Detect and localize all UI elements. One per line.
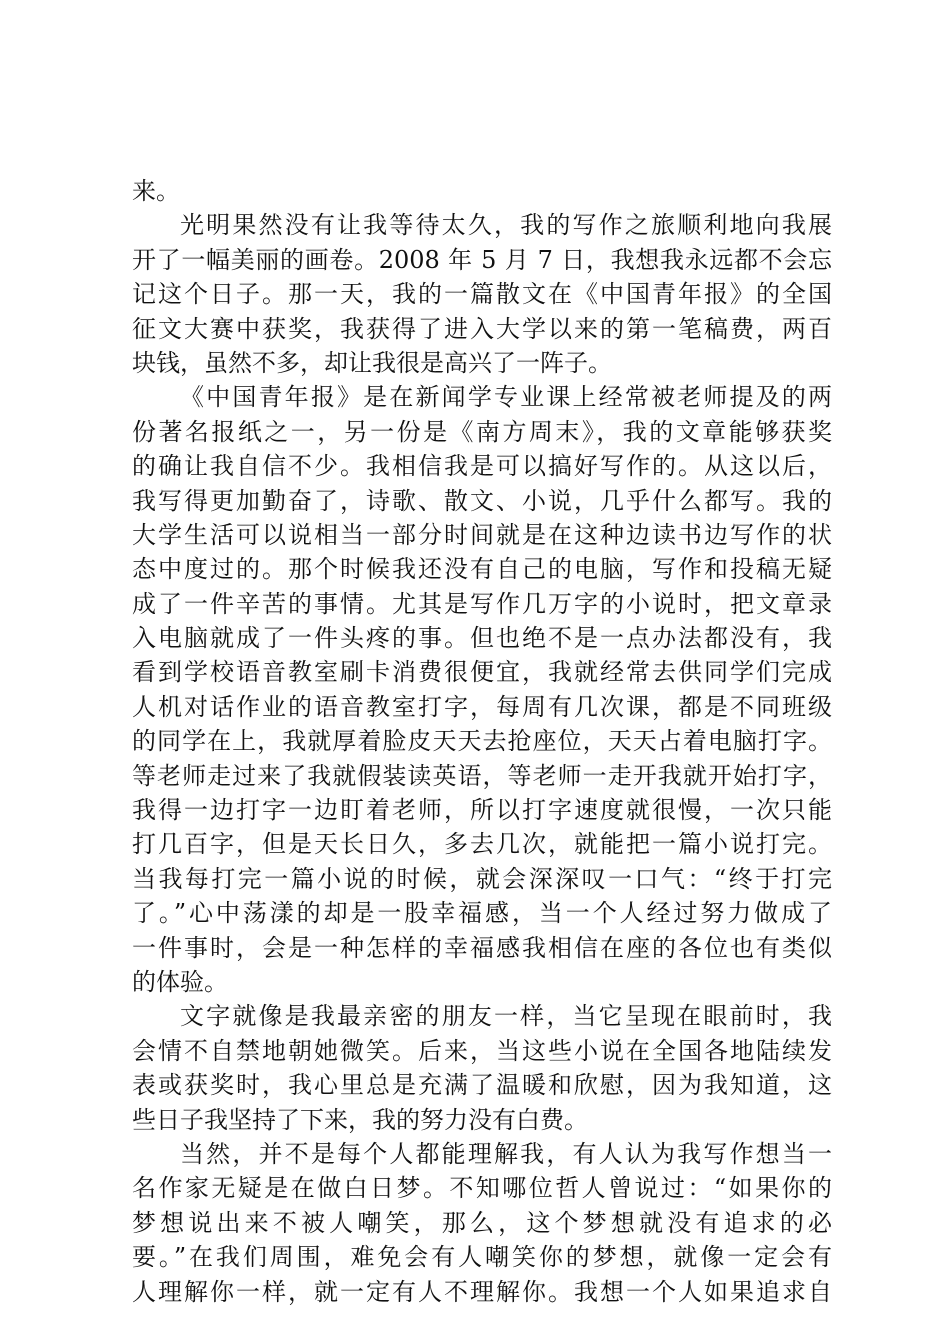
text-line: 份著名报纸之一，另一份是《南方周末》，我的文章能够获奖 (132, 417, 832, 446)
text-line: 些日子我坚持了下来，我的努力没有白费。 (132, 1105, 588, 1134)
text-line: 当我每打完一篇小说的时候，就会深深叹一口气：“终于打完 (132, 864, 832, 893)
text-line: 开了一幅美丽的画卷。2008 年 5 月 7 日，我想我永远都不会忘 (132, 245, 832, 274)
text-line: 人理解你一样，就一定有人不理解你。我想一个人如果追求自 (132, 1277, 832, 1306)
text-line: 征文大赛中获奖，我获得了进入大学以来的第一笔稿费，两百 (132, 314, 832, 343)
text-line: 人机对话作业的语音教室打字，每周有几次课，都是不同班级 (132, 692, 832, 721)
text-line: 的确让我自信不少。我相信我是可以搞好写作的。从这以后， (132, 452, 832, 481)
text-line: 块钱，虽然不多，却让我很是高兴了一阵子。 (132, 348, 612, 377)
text-line: 我写得更加勤奋了，诗歌、散文、小说，几乎什么都写。我的 (132, 486, 832, 515)
text-line: 入电脑就成了一件头疼的事。但也绝不是一点办法都没有，我 (132, 624, 832, 653)
text-line: 打几百字，但是天长日久，多去几次，就能把一篇小说打完。 (132, 830, 832, 859)
text-line: 来。 (132, 177, 180, 205)
text-line: 一件事时，会是一种怎样的幸福感我相信在座的各位也有类似 (132, 933, 832, 962)
text-line: 表或获奖时，我心里总是充满了温暖和欣慰，因为我知道，这 (132, 1071, 832, 1100)
text-line: 态中度过的。那个时候我还没有自己的电脑，写作和投稿无疑 (132, 555, 832, 584)
text-line: 名作家无疑是在做白日梦。不知哪位哲人曾说过：“如果你的 (132, 1174, 832, 1203)
text-line: 大学生活可以说相当一部分时间就是在这种边读书边写作的状 (132, 520, 832, 549)
text-line: 成了一件辛苦的事情。尤其是写作几万字的小说时，把文章录 (132, 589, 832, 618)
text-line: 的同学在上，我就厚着脸皮天天去抢座位，天天占着电脑打字。 (132, 727, 832, 756)
text-line: 光明果然没有让我等待太久，我的写作之旅顺利地向我展 (180, 211, 832, 240)
text-line: 看到学校语音教室刷卡消费很便宜，我就经常去供同学们完成 (132, 658, 832, 687)
document-body (132, 174, 832, 1309)
text-line: 了。”心中荡漾的却是一股幸福感，当一个人经过努力做成了 (132, 899, 832, 928)
text-line: 梦想说出来不被人嘲笑，那么，这个梦想就没有追求的必 (132, 1208, 832, 1237)
text-line: 当然，并不是每个人都能理解我，有人认为我写作想当一 (180, 1139, 832, 1168)
text-line: 会情不自禁地朝她微笑。后来，当这些小说在全国各地陆续发 (132, 1036, 832, 1065)
text-line: 等老师走过来了我就假装读英语，等老师一走开我就开始打字， (132, 761, 832, 790)
text-line: 文字就像是我最亲密的朋友一样，当它呈现在眼前时，我 (180, 1002, 832, 1031)
text-line: 记这个日子。那一天，我的一篇散文在《中国青年报》的全国 (132, 280, 832, 309)
text-line: 的体验。 (132, 967, 228, 996)
text-line: 我得一边打字一边盯着老师，所以打字速度就很慢，一次只能 (132, 796, 832, 825)
text-line: 《中国青年报》是在新闻学专业课上经常被老师提及的两 (180, 383, 832, 412)
text-line: 要。”在我们周围，难免会有人嘲笑你的梦想，就像一定会有 (132, 1243, 832, 1272)
